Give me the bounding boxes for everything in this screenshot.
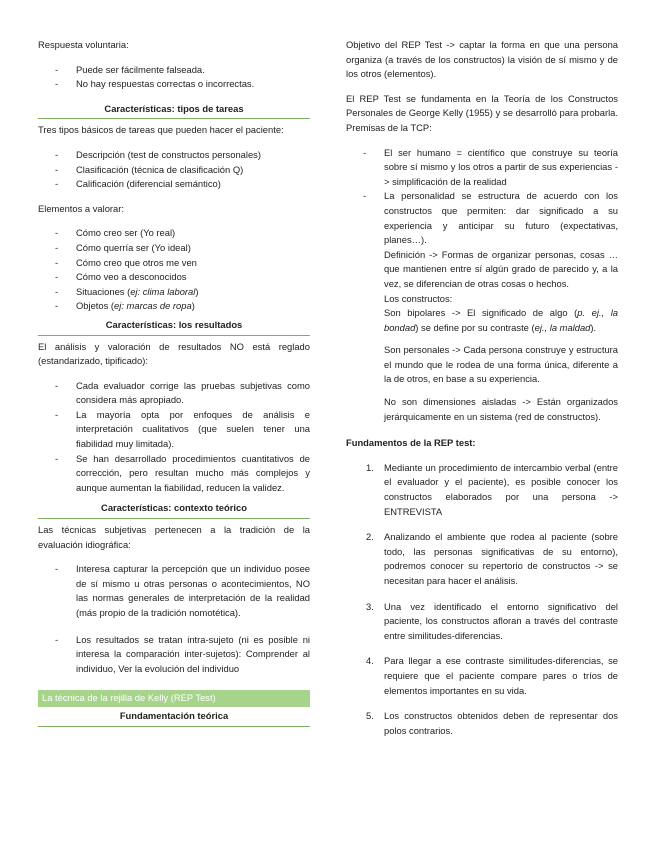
list-item — [346, 189, 618, 424]
list-item: - Se han desarrollado procedimientos cuantitativos de corrección, pero resultan mucho más complejos y aunque aumentan la fiabilidad, reducen la validez. — [38, 452, 310, 496]
item-text: Situaciones ( — [76, 285, 131, 297]
list-item — [346, 530, 618, 588]
text-italic: ej., la maldad — [534, 321, 591, 333]
definicion-text: Definición -> Formas de organizar personas, cosas … que mantienen entre sí algún grado de parecido y, a la vez, se diferencian de otras cosas o hechos. — [384, 248, 618, 289]
list-item — [346, 461, 618, 519]
bipolares-text — [384, 306, 618, 335]
list-item — [346, 709, 618, 738]
heading-fundamentacion: Fundamentación teórica — [38, 709, 310, 727]
list-item: - Clasificación (técnica de clasificación Q) — [38, 163, 310, 178]
item-text: Los constructos obtenidos deben de representar dos polos contrarios. — [384, 710, 618, 736]
item-text: Para llegar a ese contraste similitudes-diferencias, se requiere que el paciente compare pares o tríos de elementos importantes en su vida. — [384, 655, 618, 696]
contexto-intro: Las técnicas subjetivas pertenecen a la tradición de la evaluación idiográfica: — [38, 524, 310, 550]
fundamenta-text: El REP Test se fundamenta en la Teoría de los Constructos Personales de George Kelly (1955) y se desarrolló para probarla. Premisas de la TCP: — [346, 92, 618, 133]
premisas-list — [346, 146, 618, 425]
personales-text: Son personales -> Cada persona construye y estructura el mundo que le rodea de una forma única, diferente a la de otros, en base a su experiencia. — [384, 344, 618, 385]
tipos-intro: Tres tipos básicos de tareas que pueden hacer el paciente: — [38, 124, 284, 136]
intro-text: Respuesta voluntaria: — [38, 39, 129, 50]
item-italic: ej: marcas de ropa — [114, 300, 192, 312]
text-part: ) se define por su contraste ( — [415, 321, 535, 333]
list-item: - El ser humano = científico que construye su teoría sobre sí mismo y los otros a partir de sus experiencias -> simplificación de la realidad — [346, 146, 618, 190]
list-item: - Cómo veo a desconocidos — [38, 270, 310, 285]
item-text: Analizando el ambiente que rodea al paciente (sobre todo, las personas significativas de su entorno), podremos conocer su repertorio de constructos -> se necesitan para hacer el análisis. — [384, 531, 618, 586]
tipos-list — [38, 148, 310, 192]
item-number: 2. — [366, 531, 374, 543]
elementos-list — [38, 226, 310, 314]
aisladas-text: No son dimensiones aisladas -> Están organizados jerárquicamente en un sistema (red de constructos). — [384, 396, 618, 422]
section-banner: La técnica de la rejilla de Kelly (REP Test) — [38, 690, 310, 707]
list-item: - Interesa capturar la percepción que un individuo posee de sí mismo u otras personas o acontecimientos, NO las normas generales de interpretación de la realidad (más propio de la tradición nomotética). — [38, 562, 310, 620]
list-item: - Cómo creo que otros me ven — [38, 256, 310, 271]
list-item: - No hay respuestas correctas o incorrectas. — [38, 77, 310, 92]
item-text: Objetos ( — [76, 300, 115, 312]
elementos-intro: Elementos a valorar: — [38, 202, 124, 214]
right-column — [346, 38, 618, 749]
list-item: - Cómo querría ser (Yo ideal) — [38, 241, 310, 256]
list-item: - Descripción (test de constructos personales) — [38, 148, 310, 163]
premisa-text: - La personalidad se estructura de acuerdo con los constructos que permiten: dar significado a su experiencia y anticipar su futuro (expectativas, planes…). — [384, 190, 618, 246]
list-item: - La mayoría opta por enfoques de análisis e interpretación cualitativos (que suelen tener una fiabilidad muy limitada). — [38, 408, 310, 452]
objetivo-text: Objetivo del REP Test -> captar la forma en que una persona organiza (a través de los constructos) la visión de sí mismo y de los otros (elementos). — [346, 39, 618, 80]
resultados-list — [38, 379, 310, 496]
contexto-list — [38, 562, 310, 676]
text-part: ). — [590, 321, 597, 333]
item-italic: ej: clima laboral — [130, 285, 196, 297]
list-item: - Cada evaluador corrige las pruebas subjetivas como considera más apropiado. — [38, 379, 310, 408]
intro-list — [38, 63, 310, 92]
fundamentos-list — [346, 461, 618, 739]
list-item: - Puede ser fácilmente falseada. — [38, 63, 310, 78]
text-italic: p. ej., la bondad — [384, 307, 618, 333]
heading-fundamentos: Fundamentos de la REP test: — [346, 437, 476, 449]
item-number: 4. — [366, 655, 374, 667]
item-text: ) — [191, 300, 195, 312]
heading-contexto: Características: contexto teórico — [38, 501, 310, 519]
constructos-label: Los constructos: — [384, 292, 453, 304]
item-number: 1. — [366, 461, 374, 473]
heading-tipos-tareas: Características: tipos de tareas — [38, 102, 310, 120]
left-column — [38, 38, 310, 727]
list-item: - Cómo creo ser (Yo real) — [38, 226, 310, 241]
list-item — [38, 285, 310, 300]
item-number: 3. — [366, 600, 374, 612]
resultados-intro: El análisis y valoración de resultados NO está reglado (estandarizado, tipificado): — [38, 340, 310, 367]
list-item — [38, 299, 310, 314]
item-text: ) — [195, 285, 199, 297]
list-item — [346, 600, 618, 644]
list-item — [346, 654, 618, 698]
list-item: - Los resultados se tratan intra-sujeto (ni es posible ni interesa la comparación inter-sujetos): Comprender al individuo, Ver la evolución del individuo — [38, 633, 310, 677]
list-item: - Calificación (diferencial semántico) — [38, 177, 310, 192]
item-text: Una vez identificado el entorno significativo del paciente, los constructos afloran a través del contraste entre similitudes-diferencias. — [384, 600, 618, 641]
text-part: Son bipolares -> El significado de algo ( — [384, 307, 578, 319]
heading-resultados: Características: los resultados — [38, 318, 310, 336]
item-number: 5. — [366, 710, 374, 722]
item-text: Mediante un procedimiento de intercambio verbal (entre el evaluador y el paciente), es posible conocer los constructos elaborados por una persona -> ENTREVISTA — [384, 461, 618, 517]
